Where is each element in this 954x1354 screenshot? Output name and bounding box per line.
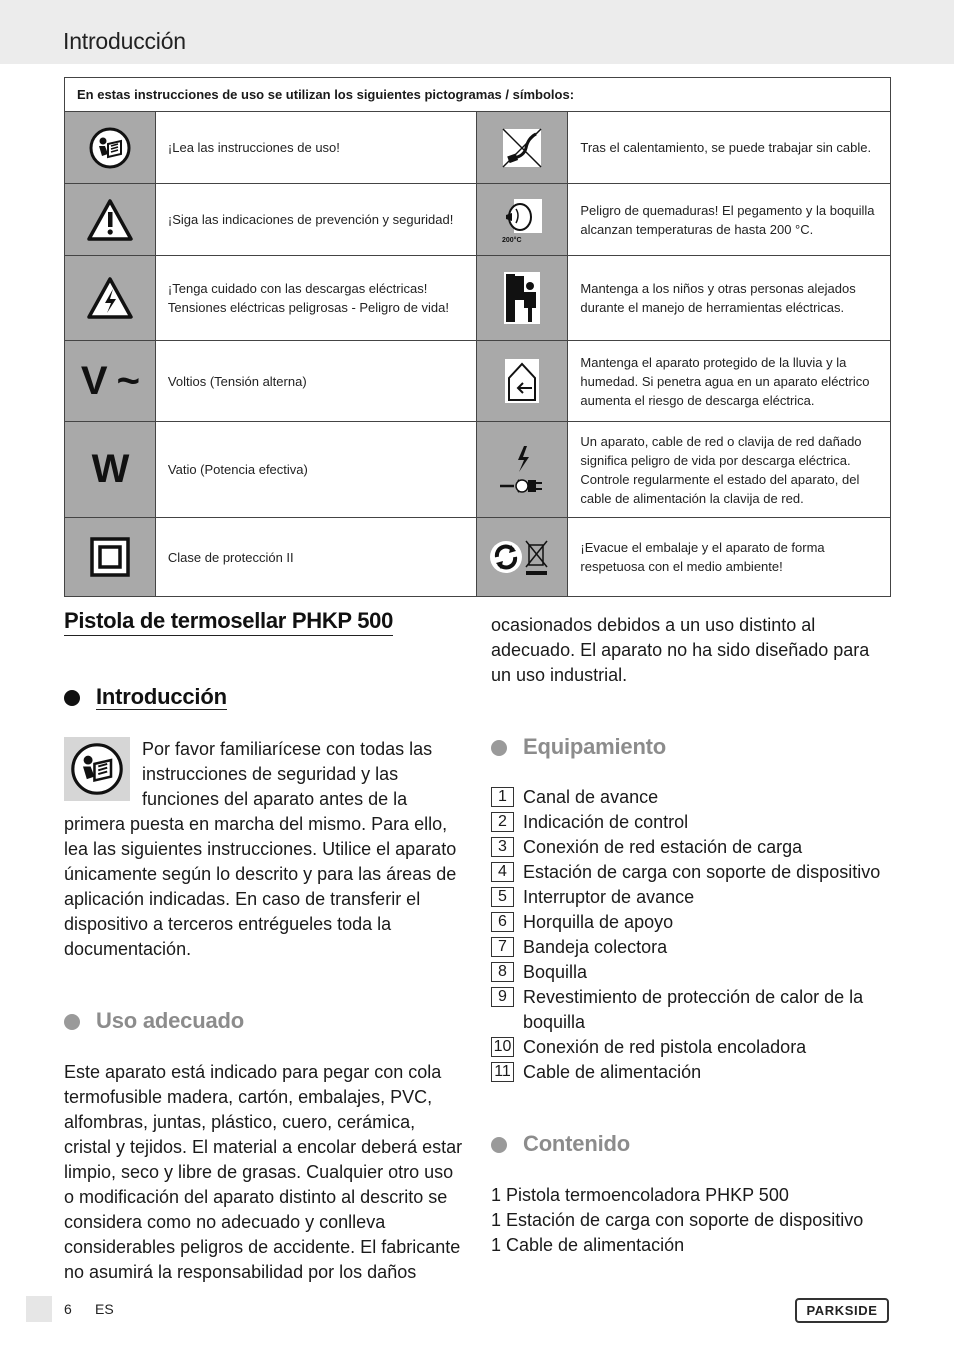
language-code: ES [95,1301,114,1317]
volt-ac-symbol [65,341,156,422]
item-number: 1 [491,787,514,807]
right-column [491,613,891,1258]
list-item [491,910,891,935]
damaged-plug-icon [477,422,568,518]
symbol-text-protection: Clase de protección II [155,518,477,597]
item-number: 5 [491,887,514,907]
warning-triangle-icon [65,184,156,256]
item-label: Cable de alimentación [523,1062,702,1082]
list-item [491,860,891,885]
intro-paragraph [64,737,464,962]
indoor-use-icon [477,341,568,422]
page-number: 6 [64,1301,72,1317]
list-item [491,1060,891,1085]
equip-heading [491,734,891,760]
contents-item: 1 Pistola termoencoladora PHKP 500 [491,1185,789,1205]
symbol-text-no-cable: Tras el calentamiento, se puede trabajar sin cable. [568,112,891,184]
item-number: 2 [491,812,514,832]
watt-symbol [65,422,156,518]
footer-marker [26,1296,52,1322]
watt-symbol-text: W [91,447,129,491]
no-cable-icon [477,112,568,184]
list-item [491,885,891,910]
item-label: Bandeja colectora [523,937,668,957]
hot-nozzle-label: 200°C [502,236,522,244]
contents-item: 1 Cable de alimentación [491,1235,685,1255]
item-number: 7 [491,937,514,957]
list-item [491,985,891,1035]
symbol-text-hot: Peligro de quemaduras! El pegamento y la boquilla alcanzan temperaturas de hasta 200 °C. [568,184,891,256]
contents-heading-label: Contenido [523,1131,630,1156]
item-number: 10 [491,1037,514,1057]
symbols-heading: En estas instrucciones de uso se utilizan los siguientes pictogramas / símbolos: [65,78,891,112]
read-manual-icon [65,112,156,184]
use-heading-label: Uso adecuado [96,1008,244,1033]
brand-logo [795,1298,889,1323]
contents-heading [491,1131,891,1157]
contents-item: 1 Estación de carga con soporte de dispositivo [491,1210,864,1230]
item-label: Interruptor de avance [523,887,695,907]
item-label: Conexión de red estación de carga [523,837,803,857]
list-item [491,1035,891,1060]
symbol-text-read-manual: ¡Lea las instrucciones de uso! [155,112,477,184]
item-label: Conexión de red pistola encoladora [523,1037,807,1057]
item-label: Estación de carga con soporte de dispositivo [523,862,881,882]
header-title: Introducción [63,28,186,54]
item-number: 11 [491,1062,514,1082]
recycle-weee-icon [477,518,568,597]
list-item [491,935,891,960]
protection-class-ii-icon [65,518,156,597]
item-label: Canal de avance [523,787,659,807]
hot-nozzle-icon [477,184,568,256]
keep-children-away-icon [477,256,568,341]
symbol-text-warning: ¡Siga las indicaciones de prevención y seguridad! [155,184,477,256]
equipment-list [491,785,891,1085]
list-item [491,835,891,860]
list-item [491,810,891,835]
item-number: 9 [491,987,514,1007]
symbol-text-watt: Vatio (Potencia efectiva) [155,422,477,518]
use-text-continued: ocasionados debidos a un uso distinto al adecuado. El aparato no ha sido diseñado para un uso industrial. [491,615,870,685]
item-label: Indicación de control [523,812,689,832]
contents-list [491,1183,891,1258]
item-number: 4 [491,862,514,882]
symbol-text-recycle: ¡Evacue el embalaje y el aparato de forma respetuosa con el medio ambiente! [568,518,891,597]
section-bullet [491,1137,507,1153]
equip-heading-label: Equipamiento [523,734,667,759]
item-number: 8 [491,962,514,982]
electric-shock-icon [65,256,156,341]
item-number: 6 [491,912,514,932]
symbol-text-electric: ¡Tenga cuidado con las descargas eléctricas! Tensiones eléctricas peligrosas - Peligro de vida! [155,256,477,341]
symbol-text-children: Mantenga a los niños y otras personas alejados durante el manejo de herramientas eléctricas. [568,256,891,341]
section-bullet [491,740,507,756]
list-item [491,960,891,985]
page-header [0,0,954,64]
symbols-table [64,77,891,597]
symbol-text-damaged: Un aparato, cable de red o clavija de red dañado significa peligro de vida por descarga eléctrica. Controle regularmente el estado del aparato, del cable de alimentación la clavija de red. [568,422,891,518]
brand-name: PARKSIDE [806,1303,878,1318]
product-title: Pistola de termosellar PHKP 500 [64,608,393,636]
left-column [64,608,464,1285]
use-heading [64,1008,464,1034]
symbol-text-indoor: Mantenga el aparato protegido de la lluvia y la humedad. Si penetra agua en un aparato eléctrico aumenta el riesgo de descarga eléctrica. [568,341,891,422]
intro-heading-label: Introducción [96,684,227,709]
intro-text: Por favor familiarícese con todas las instrucciones de seguridad y las funciones del aparato antes de la primera puesta en marcha del mismo. Para ello, lea las siguientes instrucciones. Utilice el aparato únicamente según lo descrito y para las áreas de aplicación indicadas. En caso de transferir el dispositivo a terceros entrégueles toda la documentación. [64,739,457,959]
section-bullet [64,690,80,706]
list-item [491,785,891,810]
read-manual-icon [64,737,130,801]
use-text: Este aparato está indicado para pegar con cola termofusible madera, cartón, embalajes, PVC, alfombras, juntas, plástico, cuero, cerámica, cristal y tejidos. El material a encolar deberá estar limpio, seco y libre de grasas. Cualquier otro uso o modificación del aparato distinto al descrito se considera como no adecuado y conlleva considerables peligros de accidente. El fabricante no asumirá la responsabilidad por los daños [64,1062,463,1282]
item-number: 3 [491,837,514,857]
section-bullet [64,1014,80,1030]
symbol-text-volt: Voltios (Tensión alterna) [155,341,477,422]
item-label: Horquilla de apoyo [523,912,674,932]
intro-heading [64,684,464,710]
item-label: Revestimiento de protección de calor de la boquilla [523,987,864,1032]
volt-symbol-text: V ~ [80,358,140,403]
item-label: Boquilla [523,962,588,982]
